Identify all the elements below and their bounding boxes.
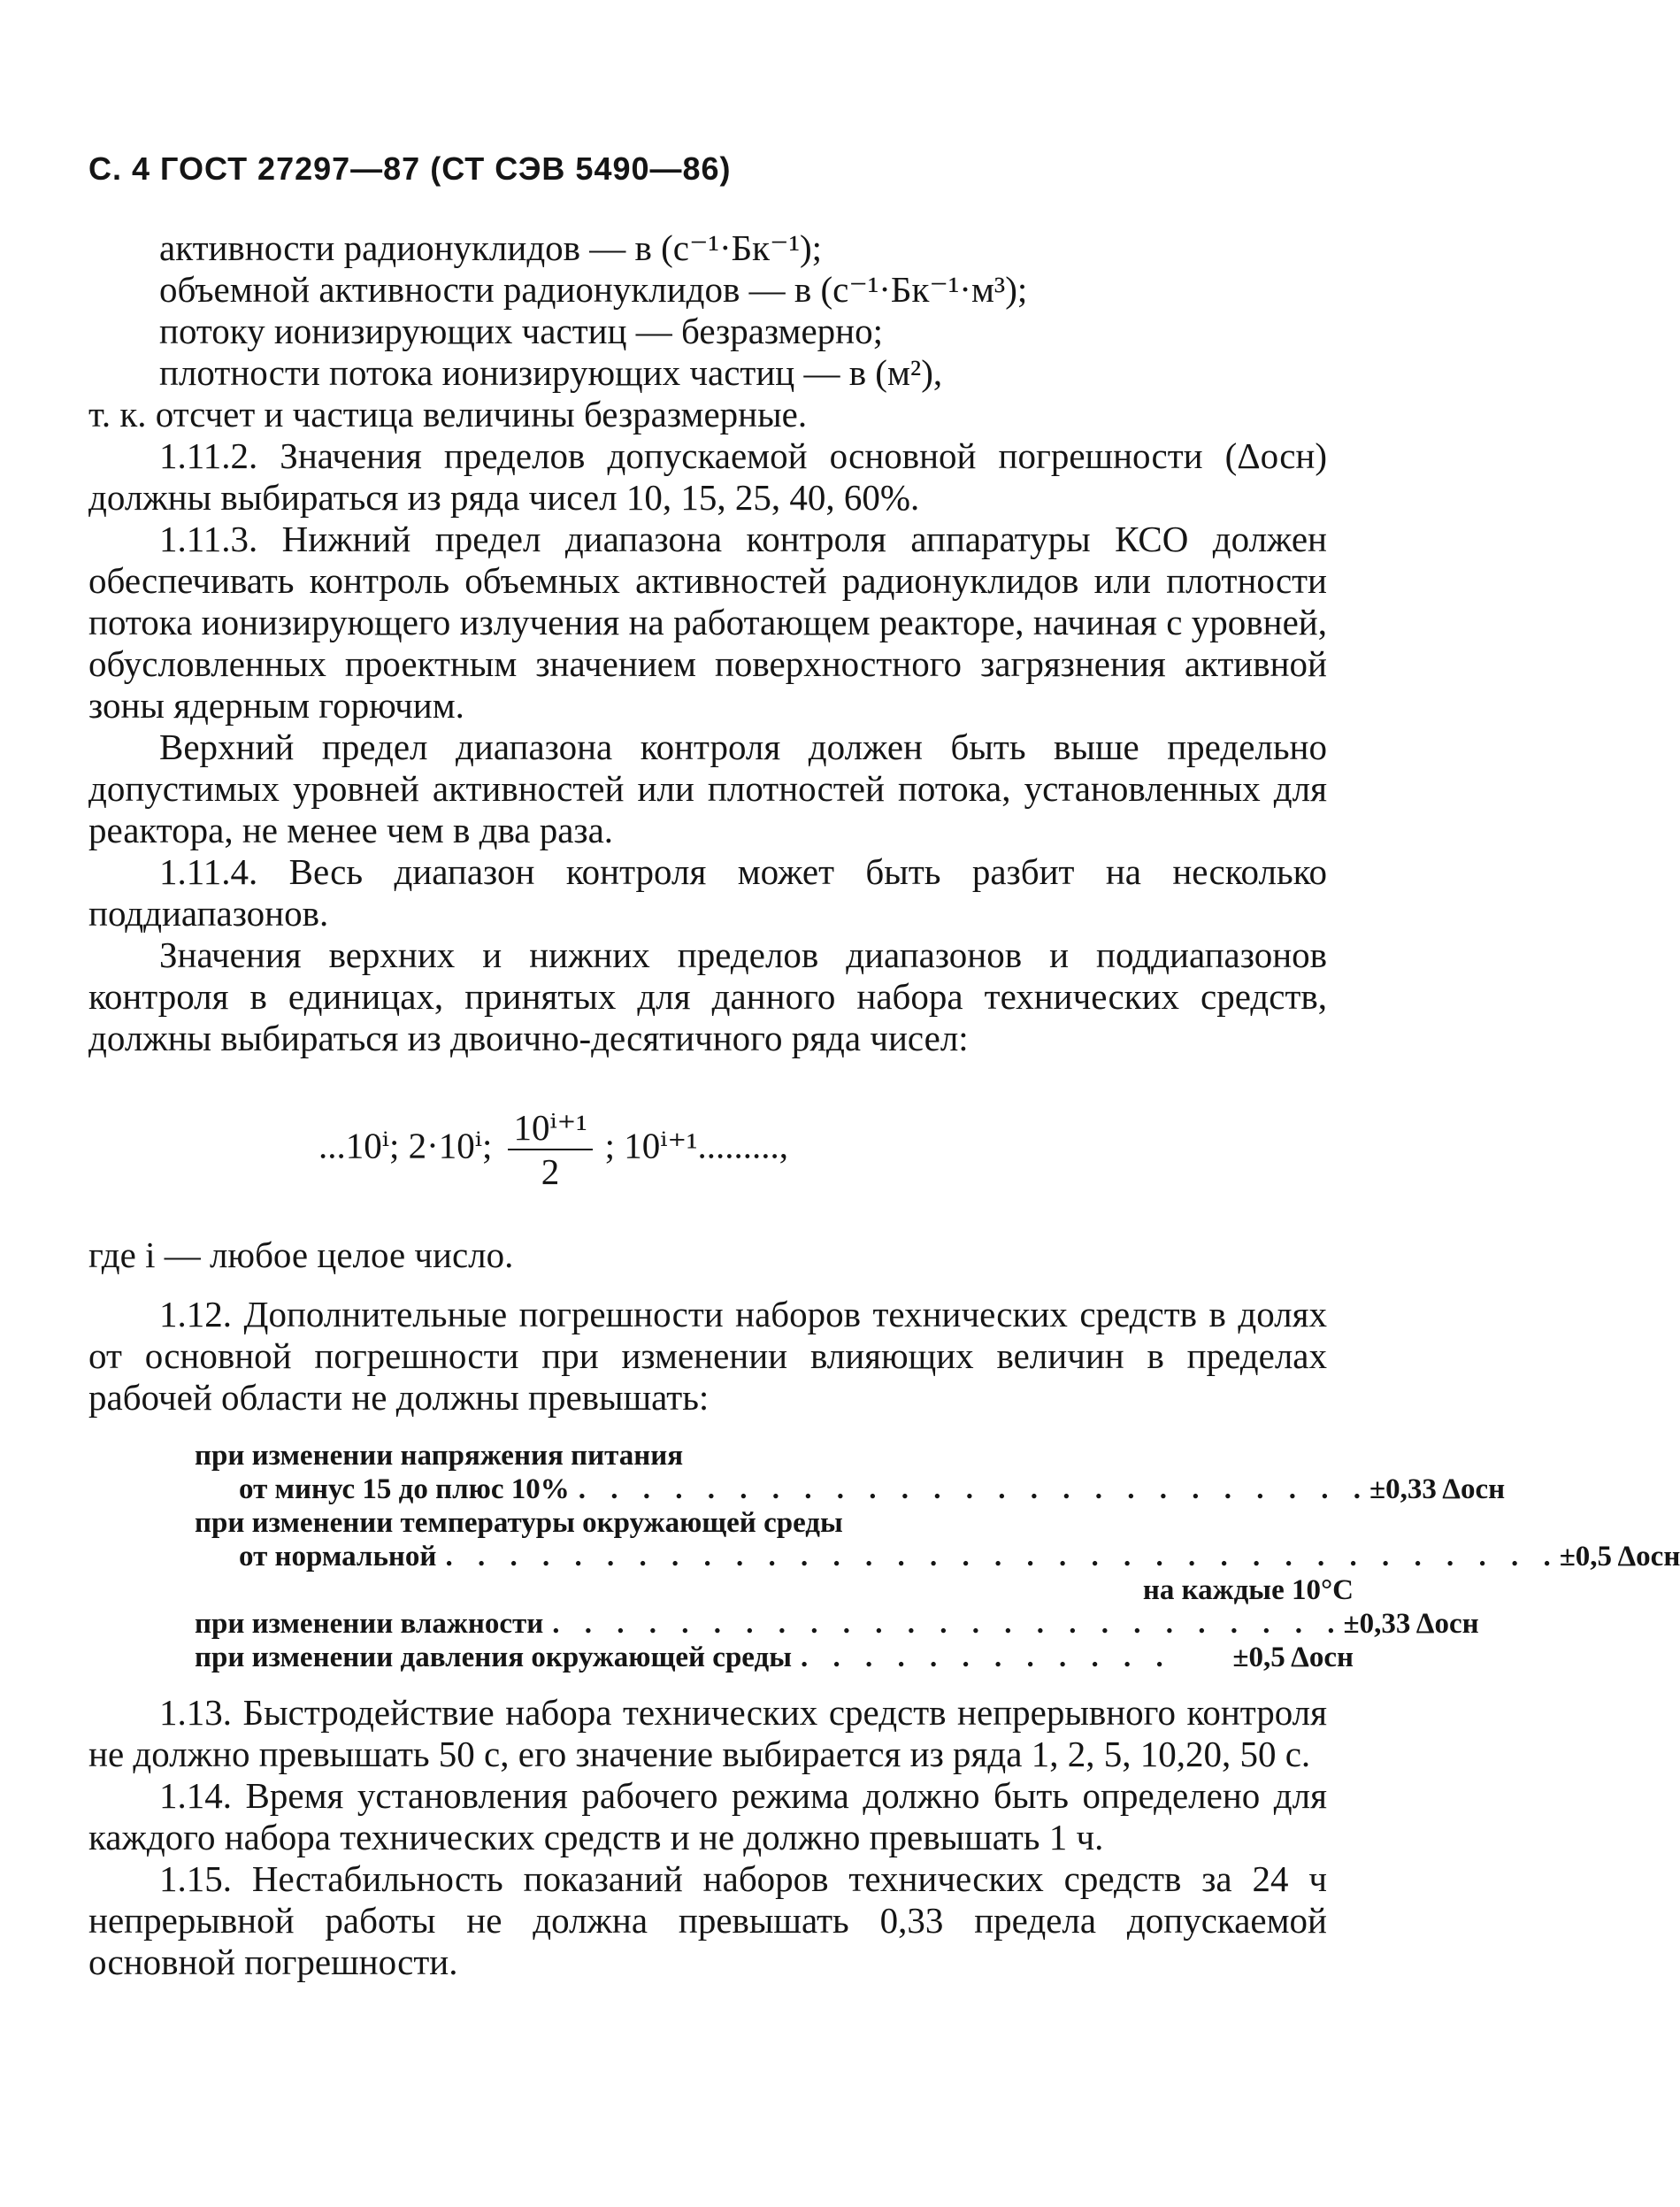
temp-range: от нормальной: [239, 1541, 437, 1573]
pressure-label: при изменении давления окружающей среды: [195, 1642, 792, 1673]
paragraph-upper-limit: Верхний предел диапазона контроля должен быть выше предельно допустимых уровней активностей или плотностей потока, установленных для реактора, не менее чем в два раза.: [88, 727, 1327, 850]
pressure-value: ±0,5 Δосн: [1232, 1642, 1354, 1673]
paragraph-1-14: 1.14. Время установления рабочего режима должно быть определено для каждого набора технических средств и не должно превышать 1 ч.: [88, 1775, 1327, 1857]
final-paragraphs: [88, 1692, 1327, 1983]
number-series-formula: [318, 1106, 788, 1193]
paragraph-values: Значения верхних и нижних пределов диапазонов и поддиапазонов контроля в единицах, принятых для данного набора технических средств, должны выбираться из двоично-десятичного ряда чисел:: [88, 934, 1327, 1058]
where-note: где i — любое целое число.: [88, 1234, 514, 1275]
formula-tail: ; 10ⁱ⁺¹.........,: [604, 1125, 788, 1166]
additional-errors-table: [195, 1439, 1680, 1674]
unit-note: т. к. отсчет и частица величины безразмерные.: [88, 394, 808, 434]
formula-fraction: [508, 1106, 592, 1193]
leader-dots: . . . . . . . . . . . .: [800, 1642, 1172, 1673]
paragraph-1-15: 1.15. Нестабильность показаний наборов технических средств за 24 ч непрерывной работы не должна превышать 0,33 предела допускаемой основной погрешности.: [88, 1858, 1327, 1982]
paragraph-1-12: 1.12. Дополнительные погрешности наборов технических средств в долях от основной погрешности при изменении влияющих величин в пределах рабочей области не должны превышать:: [88, 1294, 1327, 1418]
where-line: [88, 1234, 1327, 1276]
paragraph-1-11-3: 1.11.3. Нижний предел диапазона контроля аппаратуры КСО должен обеспечивать контроль объемных активностей радионуклидов или плотности потока ионизирующего излучения на работающем реакторе, начиная с уровней, обусловленных проектным значением поверхностного загрязнения активной зоны ядерным горючим.: [88, 519, 1327, 726]
voltage-row-value: [195, 1473, 1506, 1506]
voltage-row-label: [195, 1439, 1354, 1473]
voltage-label: при изменении напряжения питания: [195, 1440, 684, 1472]
temp-row-label: [195, 1506, 1354, 1540]
unit-particle-flow: потоку ионизирующих частиц — безразмерно;: [159, 311, 883, 351]
temp-value: ±0,5 Δосн: [1559, 1541, 1680, 1573]
temp-note: на каждые 10°С: [1142, 1574, 1354, 1606]
voltage-range: от минус 15 до плюс 10%: [239, 1473, 570, 1505]
paragraph-1-11-4: 1.11.4. Весь диапазон контроля может быть разбит на несколько поддиапазонов.: [88, 851, 1327, 934]
temp-label: при изменении температуры окружающей среды: [195, 1507, 843, 1539]
unit-volumetric-activity: объемной активности радионуклидов — в (с⁻¹·Бк⁻¹·м³);: [159, 269, 1028, 310]
leader-dots: . . . . . . . . . . . . . . . . . . . . . . . . .: [552, 1608, 1344, 1640]
voltage-value: ±0,33 Δосн: [1369, 1473, 1506, 1505]
paragraph-1-12-block: [88, 1294, 1327, 1419]
humidity-label: при изменении влажности: [195, 1608, 544, 1640]
paragraph-1-11-2: 1.11.2. Значения пределов допускаемой основной погрешности (Δосн) должны выбираться из ряда чисел 10, 15, 25, 40, 60%.: [88, 435, 1327, 518]
formula-lead: ...10ⁱ; 2·10ⁱ;: [318, 1125, 493, 1166]
units-block: [88, 227, 1327, 1059]
humidity-value: ±0,33 Δосн: [1343, 1608, 1479, 1640]
fraction-denominator: 2: [541, 1151, 560, 1192]
temp-row-value: [195, 1540, 1680, 1573]
unit-flow-density: плотности потока ионизирующих частиц — в (м²),: [159, 352, 943, 393]
paragraph-1-13: 1.13. Быстродействие набора технических средств непрерывного контроля не должно превышать 50 с, его значение выбирается из ряда 1, 2, 5, 10,20, 50 с.: [88, 1692, 1327, 1774]
leader-dots: . . . . . . . . . . . . . . . . . . . . . . . . . . . . . . . . . . .: [445, 1541, 1560, 1573]
unit-activity: активности радионуклидов — в (с⁻¹·Бк⁻¹);: [159, 227, 823, 268]
fraction-numerator: 10ⁱ⁺¹: [508, 1106, 592, 1150]
page-header: С. 4 ГОСТ 27297—87 (СТ СЭВ 5490—86): [88, 150, 732, 187]
humidity-row: [195, 1607, 1479, 1641]
leader-dots: . . . . . . . . . . . . . . . . . . . . . . . . .: [578, 1473, 1369, 1505]
temp-row-note: [195, 1573, 1354, 1607]
pressure-row: [195, 1641, 1354, 1674]
